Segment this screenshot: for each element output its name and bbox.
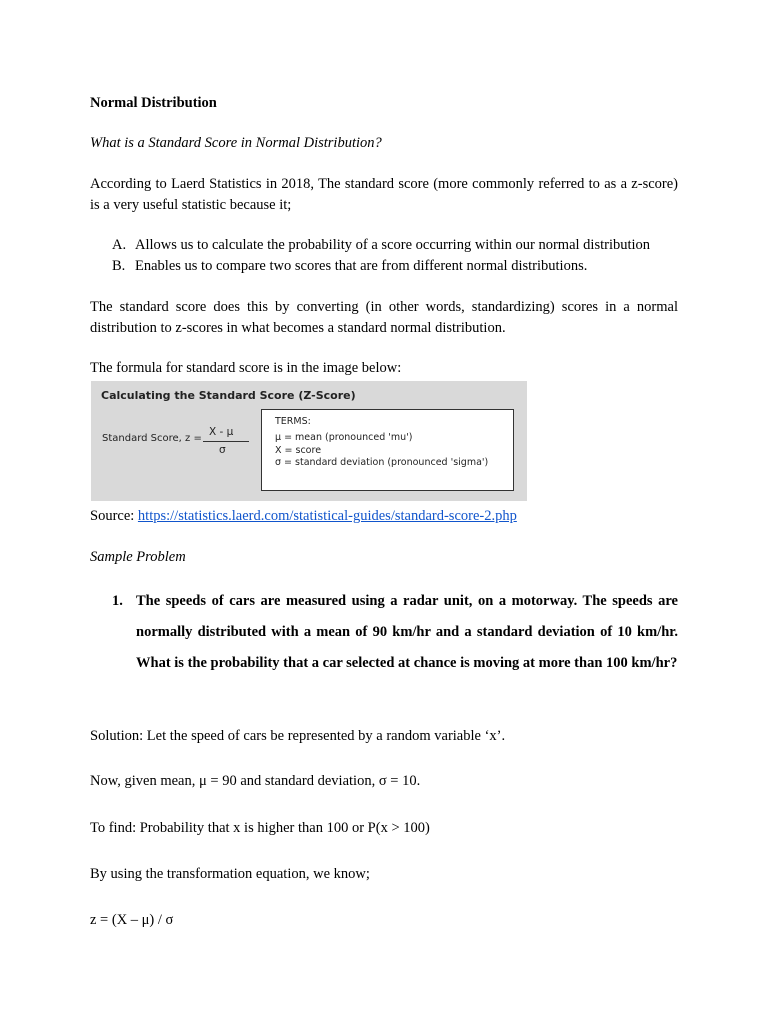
formula-numerator: X - μ	[209, 426, 234, 438]
fraction-bar	[203, 441, 249, 442]
formula-image	[91, 381, 527, 501]
term-line: X = score	[275, 444, 322, 456]
list-item-text: Enables us to compare two scores that are from different normal distributions.	[135, 258, 588, 274]
formula-line: z = (X – μ) / σ	[90, 912, 174, 928]
problem-text: The speeds of cars are measured using a radar unit, on a motorway. The speeds are normally distributed with a mean of 90 km/hr and a standard deviation of 10 km/hr. What is the probability that a car selected at chance is moving at more than 100 km/hr?	[136, 593, 678, 671]
solution-line: To find: Probability that x is higher than 100 or P(x > 100)	[90, 820, 430, 836]
solution-line: Solution: Let the speed of cars be represented by a random variable ‘x’.	[90, 728, 506, 744]
document-heading: Normal Distribution	[90, 95, 217, 111]
term-line: σ = standard deviation (pronounced 'sigma')	[275, 457, 489, 468]
formula-lhs: Standard Score, z =	[102, 433, 202, 444]
solution-line: By using the transformation equation, we know;	[90, 866, 370, 882]
problem-item	[112, 586, 678, 679]
intro-paragraph: According to Laerd Statistics in 2018, The standard score (more commonly referred to as a z-score) is a very useful statistic because it;	[90, 176, 678, 213]
source-label: Source:	[90, 508, 138, 524]
list-marker: B.	[112, 258, 126, 274]
formula-intro: The formula for standard score is in the image below:	[90, 360, 402, 376]
list-marker: A.	[112, 237, 127, 253]
formula-title: Calculating the Standard Score (Z-Score)	[101, 389, 356, 402]
solution-line: Now, given mean, μ = 90 and standard deviation, σ = 10.	[90, 773, 421, 789]
formula-denominator: σ	[219, 444, 226, 456]
terms-box	[261, 409, 514, 491]
source-link[interactable]: https://statistics.laerd.com/statistical-guides/standard-score-2.php	[137, 508, 517, 524]
problem-number: 1.	[112, 593, 123, 609]
list-item-text: Allows us to calculate the probability of a score occurring within our normal distribution	[135, 237, 651, 253]
section-subheading: What is a Standard Score in Normal Distribution?	[90, 135, 382, 151]
terms-heading: TERMS:	[275, 416, 311, 427]
conversion-paragraph: The standard score does this by converting (in other words, standardizing) scores in a normal distribution to z-scores in what becomes a standard normal distribution.	[90, 299, 678, 336]
list-item	[112, 235, 692, 256]
sample-problem-heading: Sample Problem	[90, 549, 186, 565]
reasons-list	[112, 235, 692, 277]
term-line: μ = mean (pronounced 'mu')	[275, 432, 413, 443]
source-line	[90, 506, 678, 527]
list-item	[112, 256, 692, 277]
